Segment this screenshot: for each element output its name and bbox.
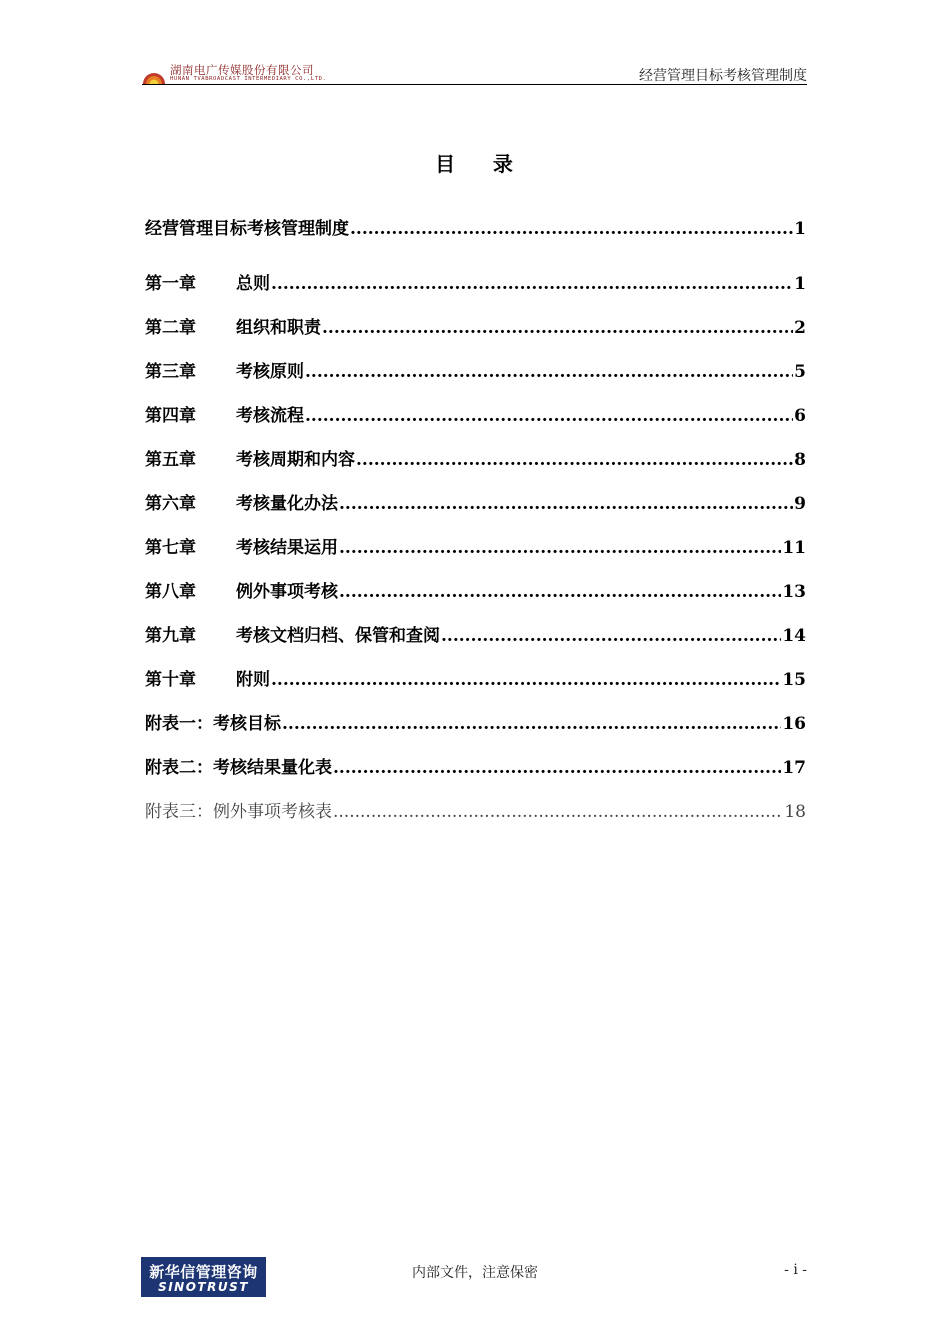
toc-entry-page: 16 xyxy=(782,714,806,734)
toc-entry-page: 5 xyxy=(794,362,806,382)
chapter-title: 考核文档归档、保管和查阅 xyxy=(236,626,440,646)
dot-leader xyxy=(333,802,783,822)
chapter-title: 考核结果运用 xyxy=(236,538,338,558)
dot-leader xyxy=(339,582,781,602)
chapter-number: 第二章 xyxy=(145,318,196,338)
dot-leader xyxy=(350,219,793,239)
sun-logo-icon xyxy=(142,62,166,86)
toc-entry-page: 8 xyxy=(794,450,806,470)
footer-logo-cn: 新华信管理咨询 xyxy=(149,1263,258,1281)
toc-entry-chapter-6[interactable] xyxy=(145,489,806,514)
chapter-title: 例外事项考核 xyxy=(236,582,338,602)
chapter-number: 第七章 xyxy=(145,538,196,558)
page-header xyxy=(142,60,807,86)
dot-leader xyxy=(356,450,793,470)
chapter-number: 第四章 xyxy=(145,406,196,426)
chapter-title: 附则 xyxy=(236,670,270,690)
chapter-title: 考核周期和内容 xyxy=(236,450,355,470)
footer-logo-en: SINOTRUST xyxy=(158,1280,249,1294)
toc-entry-page: 18 xyxy=(784,802,806,822)
toc-entry-appendix-1[interactable] xyxy=(145,709,806,734)
appendix-title: 附表一：考核目标 xyxy=(145,714,281,734)
toc-entry-chapter-2[interactable] xyxy=(145,313,806,338)
toc-entry-page: 1 xyxy=(794,219,806,239)
page-number: - i - xyxy=(784,1262,807,1278)
company-logo xyxy=(142,60,342,86)
chapter-number: 第十章 xyxy=(145,670,196,690)
toc-entry-appendix-2[interactable] xyxy=(145,753,806,778)
dot-leader xyxy=(271,274,793,294)
dot-leader xyxy=(305,362,793,382)
toc-entry-page: 1 xyxy=(794,274,806,294)
company-name-en: HUNAN TVABROADCAST INTERMEDIARY CO.,LTD. xyxy=(170,76,327,82)
toc-entry-page: 14 xyxy=(782,626,806,646)
header-doc-title: 经营管理目标考核管理制度 xyxy=(639,68,807,84)
toc-entry-chapter-8[interactable] xyxy=(145,577,806,602)
appendix-title: 附表三：例外事项考核表 xyxy=(145,802,332,822)
chapter-title: 总则 xyxy=(236,274,270,294)
toc-entry-chapter-9[interactable] xyxy=(145,621,806,646)
dot-leader xyxy=(322,318,793,338)
dot-leader xyxy=(282,714,781,734)
toc-entry-page: 15 xyxy=(782,670,806,690)
chapter-number: 第一章 xyxy=(145,274,196,294)
chapter-number: 第九章 xyxy=(145,626,196,646)
toc-entry-chapter-7[interactable] xyxy=(145,533,806,558)
toc-entry-page: 2 xyxy=(794,318,806,338)
chapter-title: 考核原则 xyxy=(236,362,304,382)
chapter-number: 第八章 xyxy=(145,582,196,602)
toc-entry-appendix-3[interactable] xyxy=(145,797,806,822)
company-name-cn: 湖南电广传媒股份有限公司 xyxy=(170,63,314,77)
toc-entry-label: 经营管理目标考核管理制度 xyxy=(145,219,349,239)
toc-entry-page: 6 xyxy=(794,406,806,426)
toc-entry-page: 11 xyxy=(782,538,806,558)
dot-leader xyxy=(339,538,781,558)
toc-entry-chapter-1[interactable] xyxy=(145,269,806,294)
chapter-number: 第五章 xyxy=(145,450,196,470)
toc-entry-page: 13 xyxy=(782,582,806,602)
toc-entry-page: 9 xyxy=(794,494,806,514)
dot-leader xyxy=(441,626,781,646)
chapter-title: 考核流程 xyxy=(236,406,304,426)
toc-entry-chapter-5[interactable] xyxy=(145,445,806,470)
toc-entry-page: 17 xyxy=(782,758,806,778)
dot-leader xyxy=(305,406,793,426)
appendix-title: 附表二：考核结果量化表 xyxy=(145,758,332,778)
toc-entry-main[interactable] xyxy=(145,214,806,239)
toc-title: 目 录 xyxy=(435,152,515,176)
dot-leader xyxy=(339,494,793,514)
dot-leader xyxy=(271,670,781,690)
confidential-notice: 内部文件，注意保密 xyxy=(412,1265,538,1281)
chapter-number: 第六章 xyxy=(145,494,196,514)
chapter-title: 考核量化办法 xyxy=(236,494,338,514)
dot-leader xyxy=(333,758,781,778)
toc-entry-chapter-3[interactable] xyxy=(145,357,806,382)
header-divider xyxy=(142,84,807,85)
chapter-number: 第三章 xyxy=(145,362,196,382)
toc-entry-chapter-10[interactable] xyxy=(145,665,806,690)
chapter-title: 组织和职责 xyxy=(236,318,321,338)
toc-entry-chapter-4[interactable] xyxy=(145,401,806,426)
